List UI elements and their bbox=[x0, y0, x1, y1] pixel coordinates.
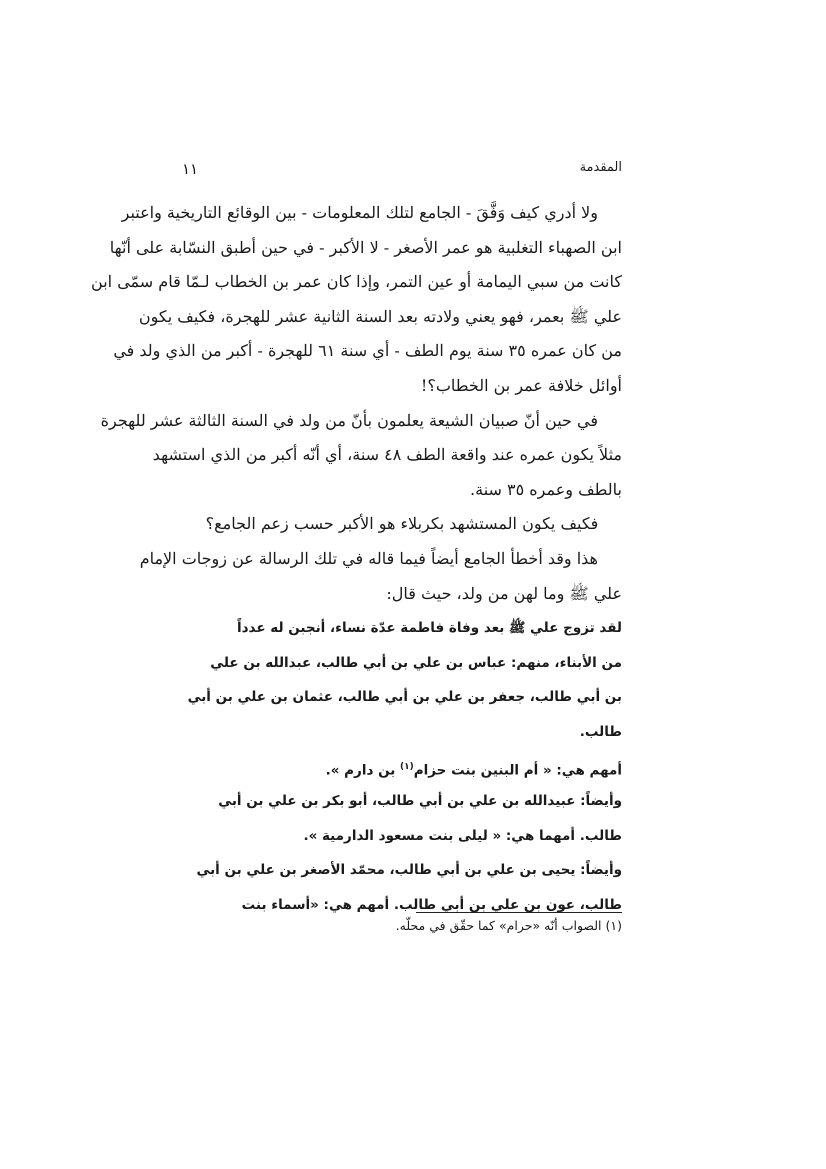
text-line: مثلاً يكون عمره عند واقعة الطف ٤٨ سنة، أي أنّه أكبر من الذي استشهد bbox=[152, 445, 622, 465]
text-line: علي ﷺ وما لهن من ولد، حيث قال: bbox=[386, 583, 622, 603]
quote-line: وأيضاً: يحيى بن علي بن أبي طالب، محمّد الأصغر بن علي بن أبي bbox=[196, 862, 622, 879]
quote-line: من الأبناء، منهم: عباس بن علي بن أبي طالب، عبدالله بن علي bbox=[210, 654, 622, 671]
main-text bbox=[91, 196, 622, 922]
quote-line-text: بن دارم ». bbox=[325, 762, 400, 778]
quote-line-text: أمهم هي: « أم البنين بنت حزام bbox=[413, 762, 622, 778]
quoted-passage bbox=[187, 611, 622, 922]
text-line: من كان عمره ٣٥ سنة يوم الطف - أي سنة ٦١ للهجرة - أكبر من الذي ولد في bbox=[113, 341, 622, 361]
quote-line bbox=[222, 750, 622, 785]
text-line: هذا وقد أخطأ الجامع أيضاً فيما قاله في تلك الرسالة عن زوجات الإمام bbox=[139, 548, 598, 568]
text-line: كانت من سبي اليمامة أو عين التمر، وإذا كان عمر بن الخطاب لـمّا قام سمّى ابن bbox=[91, 272, 622, 292]
text-line: فكيف يكون المستشهد بكربلاء هو الأكبر حسب زعم الجامع؟ bbox=[205, 514, 599, 534]
quote-line: طالب. bbox=[579, 723, 622, 740]
chapter-title: المقدمة bbox=[579, 160, 622, 175]
footnote-marker: (١) bbox=[400, 761, 414, 772]
text-line: أوائل خلافة عمر بن الخطاب؟! bbox=[420, 375, 622, 395]
text-line: ابن الصهباء التغلبية هو عمر الأصغر - لا الأكبر - في حين أطبق النسّابة على أنّها bbox=[109, 237, 622, 257]
quote-line: بن أبي طالب، جعفر بن علي بن أبي طالب، عثمان بن علي بن أبي bbox=[187, 689, 622, 706]
footnote-divider bbox=[416, 912, 622, 913]
quote-line: طالب، عون بن علي بن أبي طالب. أمهم هي: «أسماء بنت bbox=[241, 896, 622, 913]
text-line: بالطف وعمره ٣٥ سنة. bbox=[470, 479, 622, 499]
quote-line: لقد تزوج علي ﷺ بعد وفاة فاطمة عدّة نساء، أنجبن له عدداً bbox=[236, 620, 622, 637]
quote-line: وأيضاً: عبيدالله بن علي بن أبي طالب، أبو بكر بن علي بن أبي bbox=[218, 793, 622, 810]
quote-line: طالب. أمهما هي: « ليلى بنت مسعود الدارمية ». bbox=[303, 827, 622, 844]
text-line: علي ﷺ بعمر، فهو يعني ولادته بعد السنة الثانية عشر للهجرة، فكيف يكون bbox=[138, 306, 622, 326]
text-line: ولا أدري كيف وَفَّقَ - الجامع لتلك المعلومات - بين الوقائع التاريخية واعتبر bbox=[121, 203, 598, 222]
page-number: ١١ bbox=[182, 160, 199, 178]
page-header bbox=[182, 160, 622, 184]
text-line: في حين أنّ صبيان الشيعة يعلمون بأنّ من ولد في السنة الثالثة عشر للهجرة bbox=[100, 410, 598, 430]
footnote: (١) الصواب أنّه «حرام» كما حقّق في محلّه. bbox=[395, 918, 622, 933]
